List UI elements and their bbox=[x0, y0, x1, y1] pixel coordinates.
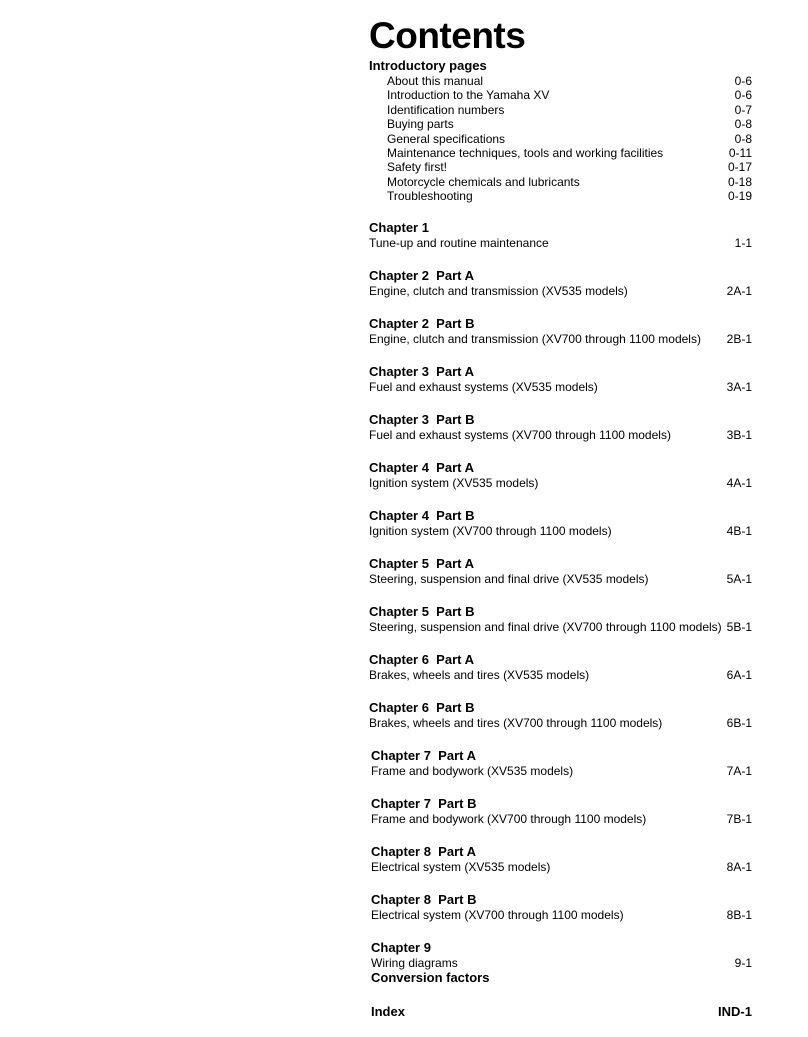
intro-item-label: Introduction to the Yamaha XV bbox=[387, 88, 550, 103]
intro-item[interactable] bbox=[369, 103, 752, 117]
chapter-description: Tune-up and routine maintenance bbox=[369, 235, 549, 250]
chapter-row bbox=[369, 428, 752, 443]
chapter-page: 1-1 bbox=[734, 235, 752, 250]
chapter-title: Chapter 8 Part A bbox=[371, 843, 476, 859]
chapter-entry[interactable] bbox=[369, 652, 752, 683]
chapter-page: 2A-1 bbox=[726, 283, 752, 298]
chapter-page: 8B-1 bbox=[726, 907, 752, 922]
chapter-page: 3B-1 bbox=[726, 427, 752, 442]
page-title: Contents bbox=[369, 15, 526, 56]
intro-item-label: Maintenance techniques, tools and working facilities bbox=[387, 146, 664, 161]
chapter-row bbox=[369, 524, 752, 539]
chapter-description: Engine, clutch and transmission (XV700 through 1100 models) bbox=[369, 331, 701, 346]
chapter-page: 6A-1 bbox=[726, 667, 752, 682]
index-label: Index bbox=[371, 1004, 405, 1019]
chapter-description: Engine, clutch and transmission (XV535 models) bbox=[369, 283, 628, 298]
intro-item[interactable] bbox=[369, 160, 752, 174]
chapter-page: 8A-1 bbox=[726, 859, 752, 874]
chapter-title: Chapter 6 Part B bbox=[369, 699, 475, 715]
chapter-description: Electrical system (XV535 models) bbox=[371, 859, 551, 874]
chapter-page: 5A-1 bbox=[726, 571, 752, 586]
chapter-title: Chapter 5 Part A bbox=[369, 555, 474, 571]
chapter-title: Chapter 2 Part B bbox=[369, 315, 475, 331]
intro-heading: Introductory pages bbox=[369, 58, 487, 73]
chapter-description: Ignition system (XV700 through 1100 models) bbox=[369, 523, 612, 538]
chapter-entry[interactable] bbox=[369, 556, 752, 587]
chapter-row bbox=[369, 668, 752, 683]
intro-item-page: 0-8 bbox=[734, 117, 752, 132]
chapter-row bbox=[369, 572, 752, 587]
intro-item-label: Identification numbers bbox=[387, 102, 505, 117]
chapter-title: Chapter 5 Part B bbox=[369, 603, 475, 619]
chapter-entry[interactable] bbox=[369, 268, 752, 299]
intro-item-page: 0-17 bbox=[727, 160, 752, 175]
table-of-contents bbox=[369, 14, 752, 971]
chapter-title: Chapter 4 Part A bbox=[369, 459, 474, 475]
chapter-entry[interactable] bbox=[369, 460, 752, 491]
chapter-description: Electrical system (XV700 through 1100 models) bbox=[371, 907, 624, 922]
chapter-page: 4B-1 bbox=[726, 523, 752, 538]
chapter-page: 9-1 bbox=[734, 955, 752, 970]
chapter-row bbox=[369, 236, 752, 251]
chapter-list bbox=[369, 220, 752, 971]
chapter-title: Chapter 4 Part B bbox=[369, 507, 475, 523]
intro-item[interactable] bbox=[369, 132, 752, 146]
chapter-page: 7B-1 bbox=[726, 811, 752, 826]
intro-item-label: Buying parts bbox=[387, 117, 454, 132]
chapter-entry[interactable] bbox=[369, 220, 752, 251]
chapter-title: Chapter 3 Part A bbox=[369, 363, 474, 379]
chapter-description: Ignition system (XV535 models) bbox=[369, 475, 539, 490]
chapter-row bbox=[371, 956, 752, 971]
chapter-row bbox=[369, 332, 752, 347]
chapter-entry[interactable] bbox=[369, 796, 752, 827]
chapter-description: Brakes, wheels and tires (XV535 models) bbox=[369, 667, 590, 682]
chapter-entry[interactable] bbox=[369, 844, 752, 875]
intro-item-page: 0-11 bbox=[728, 146, 752, 161]
chapter-title: Chapter 8 Part B bbox=[371, 891, 477, 907]
chapter-row bbox=[371, 908, 752, 923]
intro-item[interactable] bbox=[369, 189, 752, 203]
chapter-description: Wiring diagrams bbox=[371, 955, 458, 970]
intro-list bbox=[369, 74, 752, 204]
chapter-entry[interactable] bbox=[369, 316, 752, 347]
intro-item-page: 0-19 bbox=[727, 189, 752, 204]
chapter-title: Chapter 6 Part A bbox=[369, 651, 474, 667]
conversion-factors-label: Conversion factors bbox=[371, 970, 490, 985]
chapter-row bbox=[371, 860, 752, 875]
chapter-description: Steering, suspension and final drive (XV535 models) bbox=[369, 571, 649, 586]
intro-item-page: 0-6 bbox=[734, 88, 752, 103]
intro-item[interactable] bbox=[369, 175, 752, 189]
chapter-row bbox=[369, 284, 752, 299]
chapter-entry[interactable] bbox=[369, 892, 752, 923]
chapter-description: Fuel and exhaust systems (XV700 through 1100 models) bbox=[369, 427, 671, 442]
chapter-entry[interactable] bbox=[369, 748, 752, 779]
chapter-title: Chapter 7 Part B bbox=[371, 795, 477, 811]
index-page: IND-1 bbox=[718, 1004, 752, 1019]
conversion-factors-entry[interactable] bbox=[371, 970, 752, 985]
intro-item-page: 0-8 bbox=[734, 131, 752, 146]
chapter-title: Chapter 7 Part A bbox=[371, 747, 476, 763]
chapter-page: 2B-1 bbox=[726, 331, 752, 346]
chapter-page: 3A-1 bbox=[726, 379, 752, 394]
chapter-row bbox=[369, 476, 752, 491]
chapter-description: Frame and bodywork (XV700 through 1100 models) bbox=[371, 811, 647, 826]
intro-item[interactable] bbox=[369, 146, 752, 160]
intro-item-page: 0-18 bbox=[727, 174, 752, 189]
intro-item-label: General specifications bbox=[387, 131, 506, 146]
intro-item[interactable] bbox=[369, 74, 752, 88]
chapter-row bbox=[371, 764, 752, 779]
chapter-title: Chapter 3 Part B bbox=[369, 411, 475, 427]
chapter-page: 5B-1 bbox=[726, 619, 752, 634]
chapter-title: Chapter 1 bbox=[369, 219, 429, 235]
chapter-entry[interactable] bbox=[369, 364, 752, 395]
chapter-description: Brakes, wheels and tires (XV700 through 1100 models) bbox=[369, 715, 663, 730]
index-entry[interactable] bbox=[371, 1004, 752, 1019]
intro-item-label: Motorcycle chemicals and lubricants bbox=[387, 174, 580, 189]
intro-item-page: 0-7 bbox=[734, 102, 752, 117]
intro-item[interactable] bbox=[369, 117, 752, 131]
intro-item[interactable] bbox=[369, 88, 752, 102]
chapter-title: Chapter 2 Part A bbox=[369, 267, 474, 283]
intro-item-label: Safety first! bbox=[387, 160, 448, 175]
chapter-entry[interactable] bbox=[369, 700, 752, 731]
chapter-description: Fuel and exhaust systems (XV535 models) bbox=[369, 379, 598, 394]
chapter-page: 4A-1 bbox=[726, 475, 752, 490]
chapter-row bbox=[369, 380, 752, 395]
chapter-entry[interactable] bbox=[369, 508, 752, 539]
intro-item-label: Troubleshooting bbox=[387, 189, 473, 204]
chapter-entry[interactable] bbox=[369, 604, 752, 635]
chapter-entry[interactable] bbox=[369, 412, 752, 443]
intro-item-label: About this manual bbox=[387, 74, 484, 88]
chapter-page: 6B-1 bbox=[726, 715, 752, 730]
chapter-page: 7A-1 bbox=[726, 763, 752, 778]
chapter-row bbox=[369, 620, 752, 635]
intro-item-page: 0-6 bbox=[734, 74, 752, 88]
chapter-title: Chapter 9 bbox=[371, 939, 431, 955]
chapter-row bbox=[369, 716, 752, 731]
chapter-description: Frame and bodywork (XV535 models) bbox=[371, 763, 574, 778]
chapter-row bbox=[371, 812, 752, 827]
chapter-description: Steering, suspension and final drive (XV700 through 1100 models) bbox=[369, 619, 722, 634]
chapter-entry[interactable] bbox=[369, 940, 752, 971]
